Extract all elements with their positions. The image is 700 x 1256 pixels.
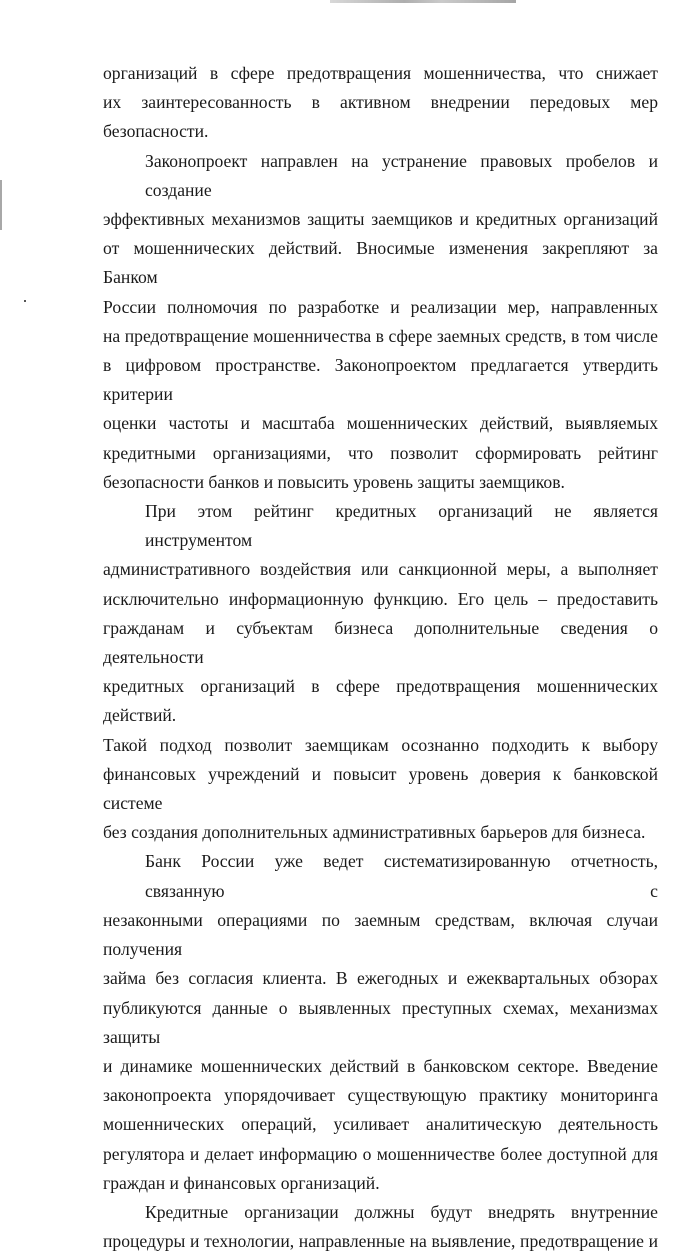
text-line: на предотвращение мошенничества в сфере заемных средств, в том числе [103, 325, 658, 346]
text-line: кредитными организациями, что позволит сформировать рейтинг [103, 442, 658, 463]
text-line: незаконными операциями по заемным средствам, включая случаи получения [103, 909, 658, 960]
paragraph-rating-purpose [103, 497, 658, 847]
paragraph-credit-org-duties [103, 1198, 658, 1256]
text-line: процедуры и технологии, направленные на выявление, предотвращение и [103, 1231, 658, 1252]
text-line: финансовых учреждений и повысит уровень доверия к банковской системе [103, 763, 658, 814]
text-line: законопроекта упорядочивает существующую практику мониторинга [103, 1085, 658, 1106]
text-line: организаций в сфере предотвращения мошенничества, что снижает [103, 63, 658, 83]
text-line: России полномочия по разработке и реализации мер, направленных [103, 296, 658, 317]
text-line: займа без согласия клиента. В ежегодных и ежеквартальных обзорах [103, 968, 658, 989]
document-body [103, 59, 658, 1256]
text-line: без создания дополнительных административных барьеров для бизнеса. [103, 822, 646, 843]
text-line: исключительно информационную функцию. Его цель – предоставить [103, 588, 658, 609]
text-line: эффективных механизмов защиты заемщиков и кредитных организаций [103, 209, 658, 230]
text-line: Кредитные организации должны будут внедрять внутренние [145, 1201, 658, 1222]
scan-margin-mark [0, 180, 2, 230]
text-line: безопасности банков и повысить уровень защиты заемщиков. [103, 471, 565, 492]
text-line: мошеннических операций, усиливает аналитическую деятельность [103, 1114, 658, 1135]
text-line: административного воздействия или санкционной меры, а выполняет [103, 559, 658, 580]
paragraph-continuation [103, 59, 658, 147]
text-line: оценки частоты и масштаба мошеннических действий, выявляемых [103, 413, 658, 434]
scan-speck [24, 300, 26, 302]
text-line: регулятора и делает информацию о мошенничестве более доступной для [103, 1143, 658, 1164]
text-line: в цифровом пространстве. Законопроектом предлагается утвердить критерии [103, 355, 658, 405]
text-line: их заинтересованность в активном внедрении передовых мер безопасности. [103, 92, 658, 142]
scan-top-artifact [330, 0, 516, 3]
text-line: При этом рейтинг кредитных организаций не является инструментом [145, 501, 658, 551]
paragraph-bank-reporting [103, 847, 658, 1197]
text-line: граждан и финансовых организаций. [103, 1172, 380, 1193]
text-line: Банк России уже ведет систематизированную отчетность, связанную с [145, 851, 658, 901]
text-line: от мошеннических действий. Вносимые изменения закрепляют за Банком [103, 238, 658, 288]
text-line: гражданам и субъектам бизнеса дополнительные сведения о деятельности [103, 617, 658, 668]
text-line: Такой подход позволит заемщикам осознанно подходить к выбору [103, 734, 658, 755]
text-line: Законопроект направлен на устранение правовых пробелов и создание [145, 150, 658, 200]
text-line: и динамике мошеннических действий в банковском секторе. Введение [103, 1055, 658, 1076]
text-line: публикуются данные о выявленных преступных схемах, механизмах защиты [103, 997, 658, 1047]
paragraph-bill-purpose [103, 147, 658, 497]
text-line: кредитных организаций в сфере предотвращения мошеннических действий. [103, 676, 658, 726]
